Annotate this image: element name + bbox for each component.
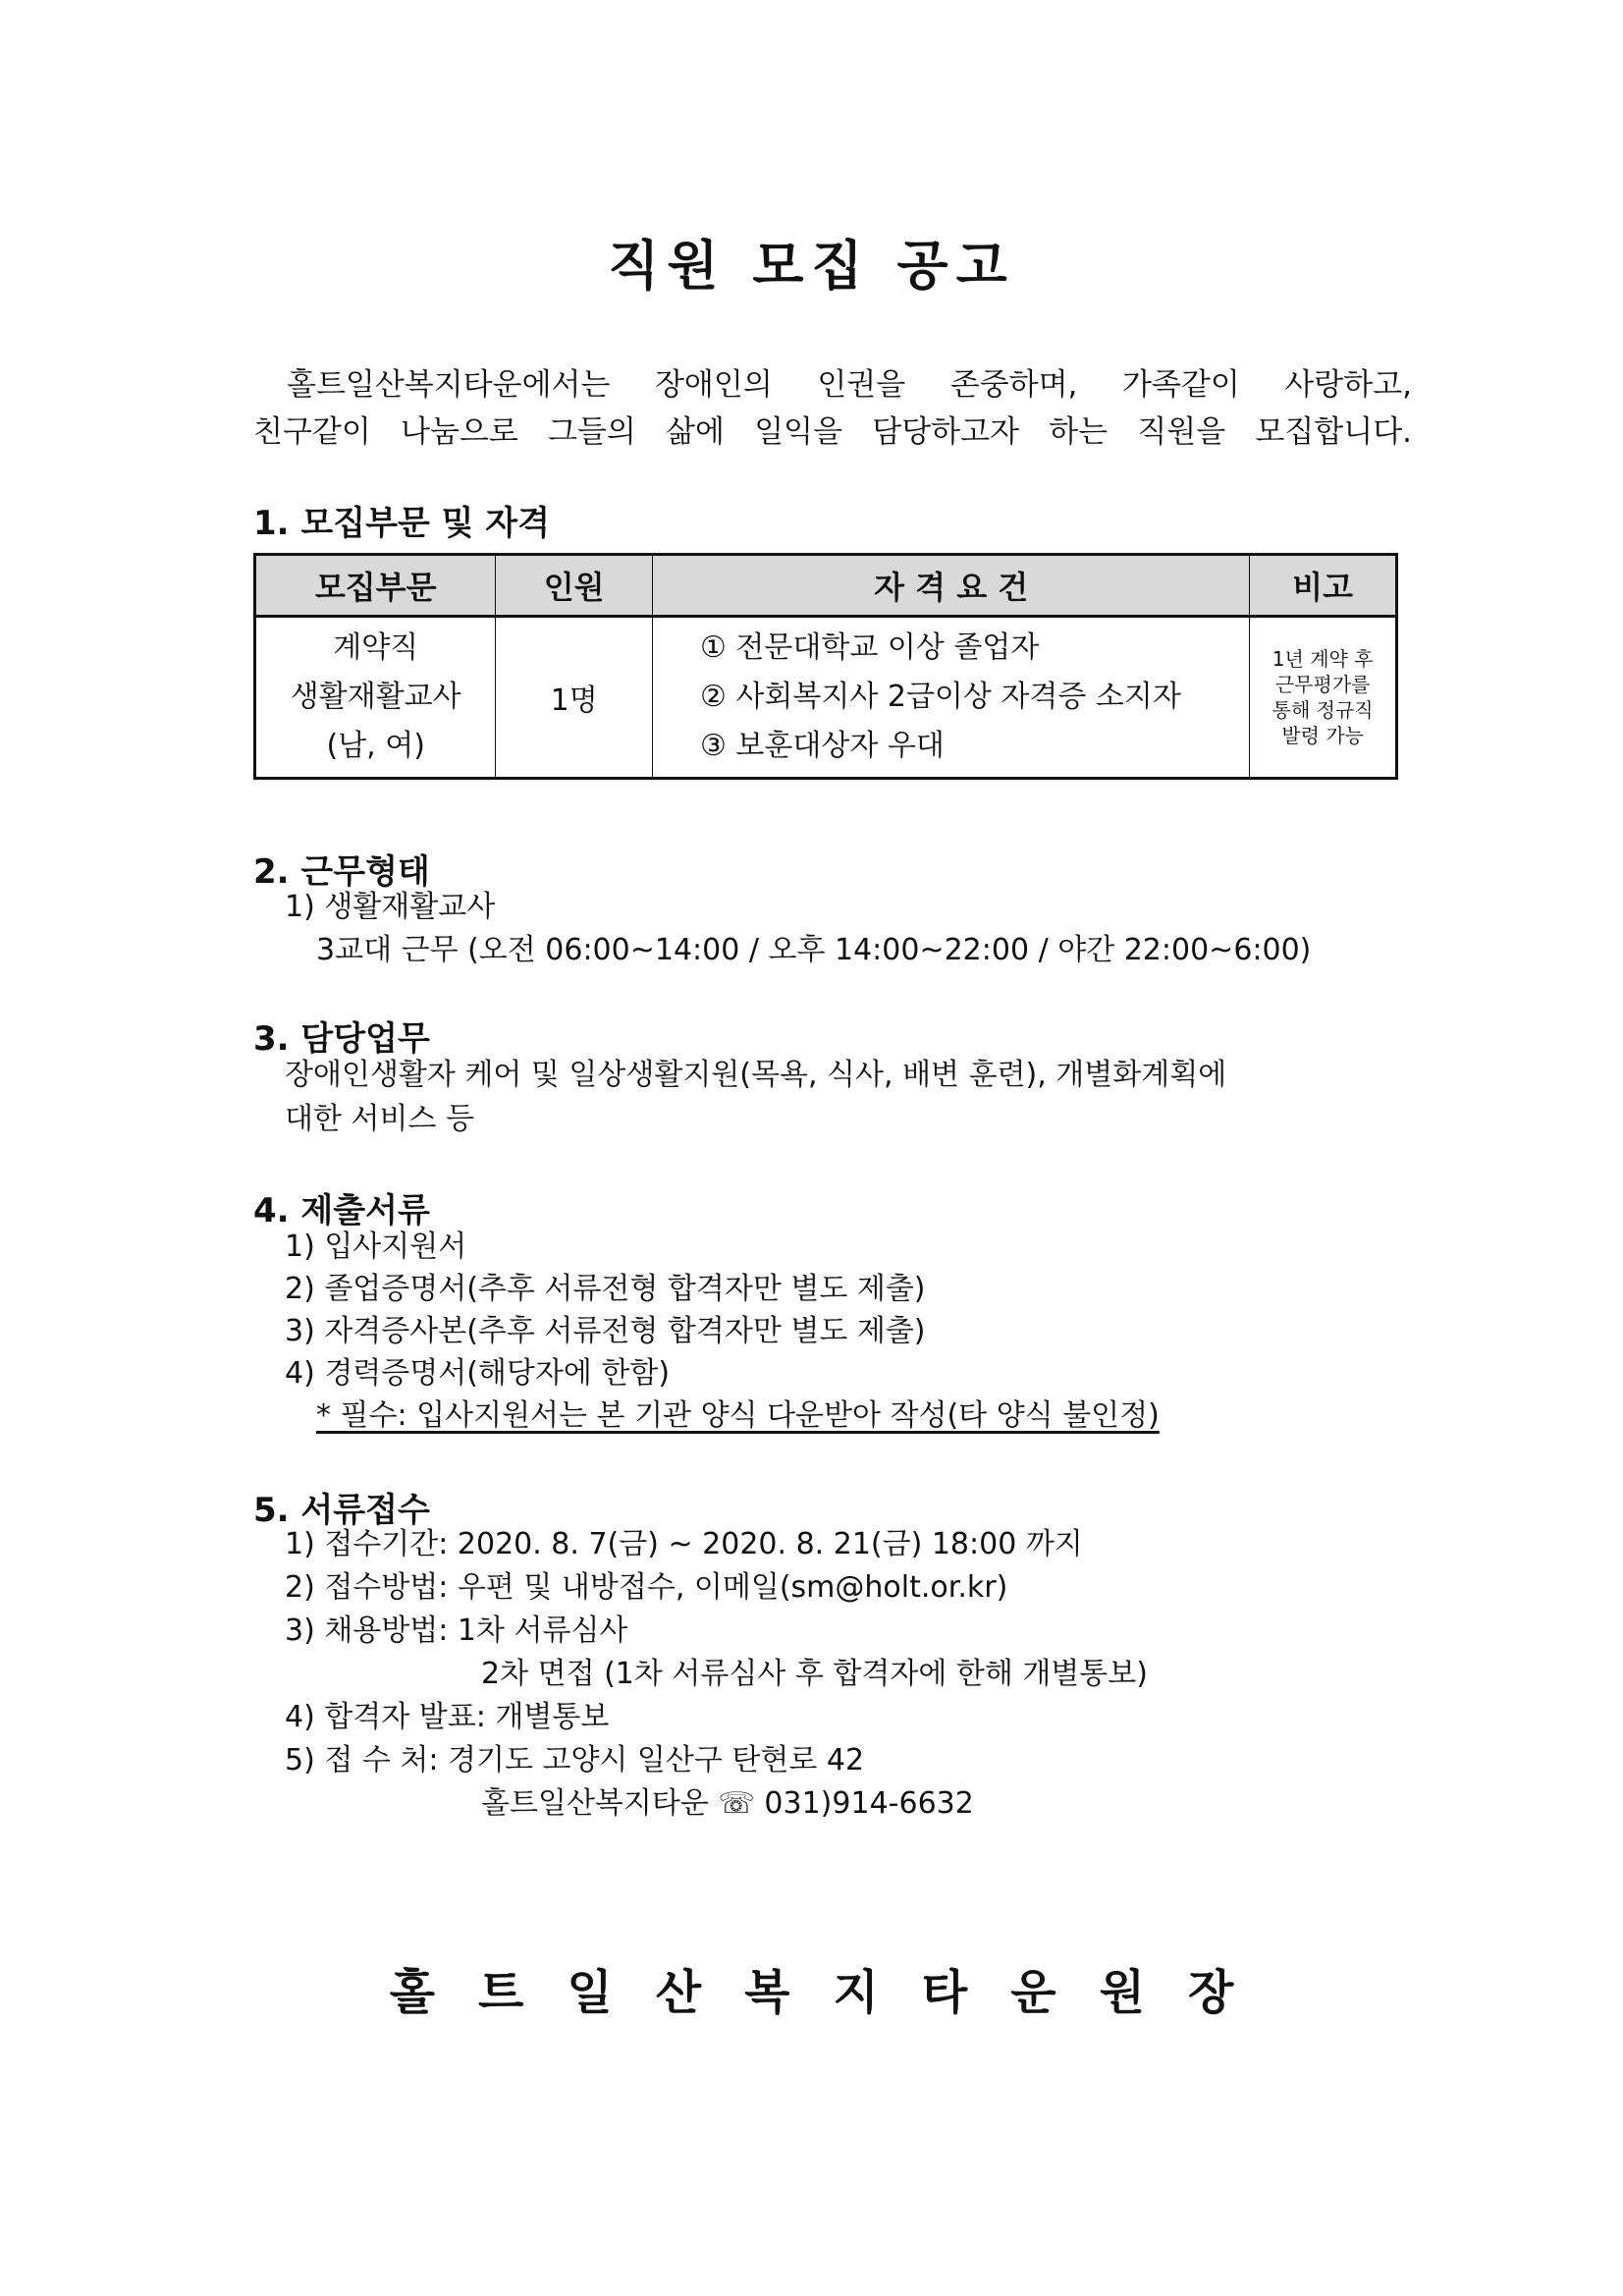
division-line: 생활재활교사 <box>290 680 461 714</box>
requirements-cell <box>652 617 1249 779</box>
document-item: 1) 입사지원서 <box>285 1230 467 1264</box>
submission-item: 3) 채용방법: 1차 서류심사 <box>285 1613 628 1648</box>
submission-item: 홀트일산복지타운 ☏ 031)914-6632 <box>481 1786 974 1821</box>
submission-item: 5) 접 수 처: 경기도 고양시 일산구 탄현로 42 <box>285 1743 865 1777</box>
work-type-item: 1) 생활재활교사 <box>285 890 496 924</box>
requirement-item: ① 전문대학교 이상 졸업자 <box>699 630 1040 665</box>
required-note: * 필수: 입사지원서는 본 기관 양식 다운받아 작성(타 양식 불인정) <box>316 1398 1160 1433</box>
division-line: 계약직 <box>333 630 419 665</box>
requirement-item: ② 사회복지사 2급이상 자격증 소지자 <box>699 680 1181 714</box>
table-header-cell: 자 격 요 건 <box>652 555 1249 617</box>
section-heading-work-type: 2. 근무형태 <box>253 852 430 892</box>
note-line: 근무평가를 <box>1274 673 1371 696</box>
intro-paragraph <box>253 361 1412 456</box>
section-heading-duties: 3. 담당업무 <box>253 1019 430 1059</box>
document-item: 2) 졸업증명서(추후 서류전형 합격자만 별도 제출) <box>285 1272 926 1306</box>
table-header-cell: 모집부문 <box>255 555 496 617</box>
section-heading-submission: 5. 서류접수 <box>253 1491 430 1530</box>
duties-line: 장애인생활자 케어 및 일상생활지원(목욕, 식사, 배변 훈련), 개별화계획에 <box>285 1058 1227 1092</box>
note-line: 통해 정규직 <box>1271 698 1374 722</box>
recruitment-table <box>253 553 1398 780</box>
division-line: (남, 여) <box>326 729 425 763</box>
intro-line: 친구같이 나눔으로 그들의 삶에 일익을 담당하고자 하는 직원을 모집합니다. <box>253 414 1412 450</box>
intro-line: 홀트일산복지타운에서는 장애인의 인권을 존중하며, 가족같이 사랑하고, <box>287 367 1412 403</box>
division-cell <box>255 617 496 779</box>
submission-item: 2) 접수방법: 우편 및 내방접수, 이메일(sm@holt.or.kr) <box>285 1570 1008 1605</box>
signature-line: 홀트일산복지타운원장 <box>389 1965 1277 2020</box>
submission-item: 2차 면접 (1차 서류심사 후 합격자에 한해 개별통보) <box>481 1657 1148 1691</box>
section-heading-documents: 4. 제출서류 <box>253 1191 430 1230</box>
table-row <box>255 617 1397 779</box>
note-line: 발령 가능 <box>1281 724 1364 747</box>
work-type-detail: 3교대 근무 (오전 06:00~14:00 / 오후 14:00~22:00 / 야간 22:00~6:00) <box>316 933 1312 967</box>
table-header-row <box>255 555 1397 617</box>
requirement-item: ③ 보훈대상자 우대 <box>699 729 945 763</box>
submission-item: 4) 합격자 발표: 개별통보 <box>285 1700 610 1734</box>
submission-item: 1) 접수기간: 2020. 8. 7(금) ~ 2020. 8. 21(금) 18:00 까지 <box>285 1527 1083 1561</box>
note-line: 1년 계약 후 <box>1271 647 1374 671</box>
duties-line: 대한 서비스 등 <box>285 1102 474 1136</box>
table-header-cell: 인원 <box>496 555 653 617</box>
section-heading-recruitment: 1. 모집부문 및 자격 <box>253 504 550 543</box>
document-item: 3) 자격증사본(추후 서류전형 합격자만 별도 제출) <box>285 1314 926 1348</box>
document-item: 4) 경력증명서(해당자에 한함) <box>285 1356 671 1391</box>
note-cell <box>1250 617 1397 779</box>
page-title: 직원 모집 공고 <box>608 235 1015 297</box>
count-cell: 1명 <box>496 617 653 779</box>
table-header-cell: 비고 <box>1250 555 1397 617</box>
